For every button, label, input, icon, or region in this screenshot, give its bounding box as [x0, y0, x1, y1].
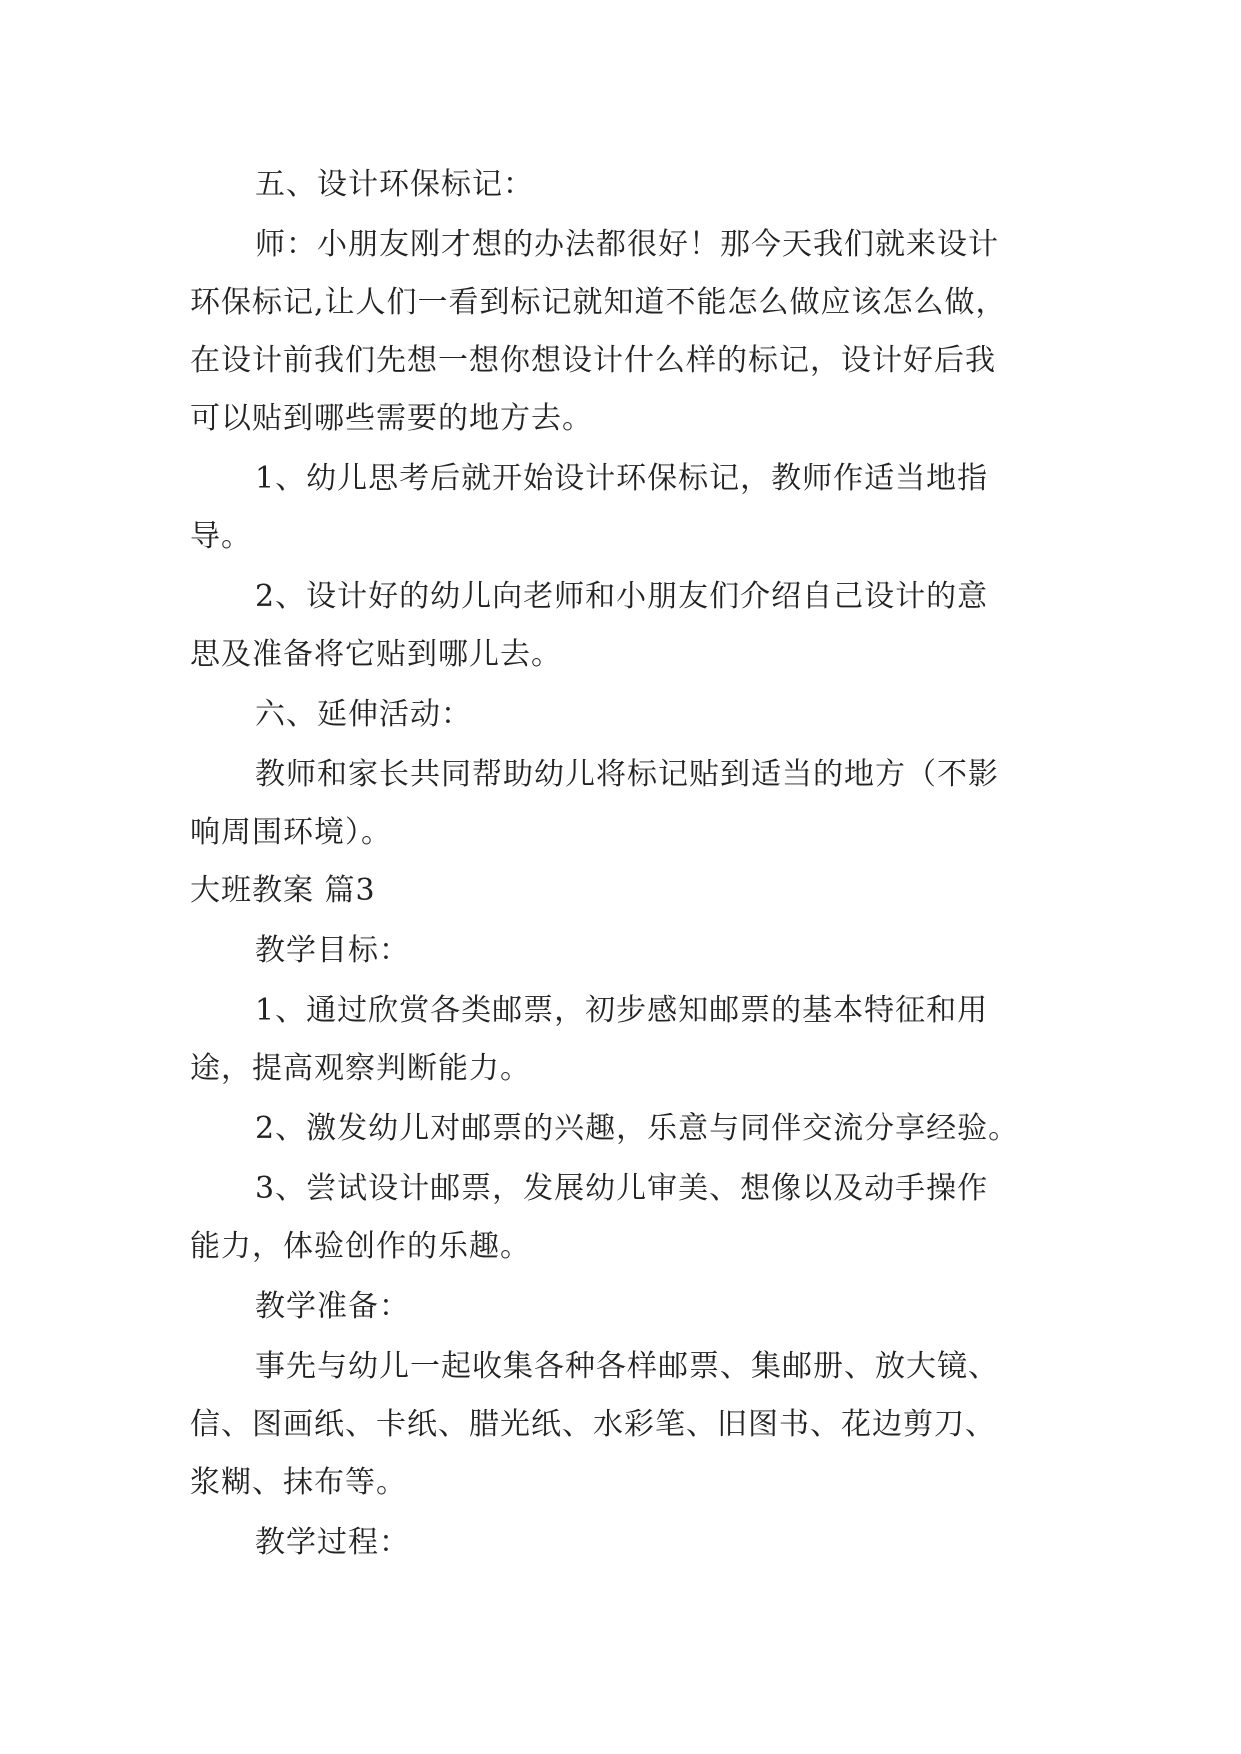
paragraph-line: 能力，体验创作的乐趣。 [190, 1229, 531, 1264]
paragraph-line: 信、图画纸、卡纸、腊光纸、水彩笔、旧图书、花边剪刀、 [190, 1407, 996, 1442]
lesson-title: 大班教案 篇3 [190, 873, 376, 908]
section-heading-preparation: 教学准备： [255, 1289, 410, 1324]
list-item-1: 1、通过欣赏各类邮票，初步感知邮票的基本特征和用 [255, 993, 989, 1028]
paragraph-line: 途，提高观察判断能力。 [190, 1051, 531, 1086]
paragraph-line: 在设计前我们先想一想你想设计什么样的标记，设计好后我 [190, 343, 996, 378]
section-heading-goals: 教学目标： [255, 933, 410, 968]
paragraph-line: 教师和家长共同帮助幼儿将标记贴到适当的地方（不影 [255, 757, 999, 792]
list-item-3: 3、尝试设计邮票，发展幼儿审美、想像以及动手操作 [255, 1171, 989, 1206]
section-heading-design-logo: 五、设计环保标记： [255, 167, 534, 202]
paragraph-line: 环保标记,让人们一看到标记就知道不能怎么做应该怎么做， [190, 285, 1007, 320]
paragraph-line: 事先与幼儿一起收集各种各样邮票、集邮册、放大镜、 [255, 1349, 999, 1384]
list-item-2: 2、激发幼儿对邮票的兴趣，乐意与同伴交流分享经验。 [255, 1111, 1020, 1146]
paragraph-line: 师：小朋友刚才想的办法都很好！那今天我们就来设计 [255, 227, 999, 262]
paragraph-line: 可以贴到哪些需要的地方去。 [190, 401, 593, 436]
paragraph-line: 思及准备将它贴到哪儿去。 [190, 637, 562, 672]
paragraph-line: 响周围环境）。 [190, 815, 392, 850]
list-item-2: 2、设计好的幼儿向老师和小朋友们介绍自己设计的意 [255, 579, 989, 614]
list-item-1: 1、幼儿思考后就开始设计环保标记，教师作适当地指 [255, 461, 989, 496]
section-heading-extension: 六、延伸活动： [255, 697, 472, 732]
section-heading-process: 教学过程： [255, 1525, 410, 1560]
paragraph-line: 导。 [190, 519, 252, 554]
paragraph-line: 浆糊、抹布等。 [190, 1465, 407, 1500]
